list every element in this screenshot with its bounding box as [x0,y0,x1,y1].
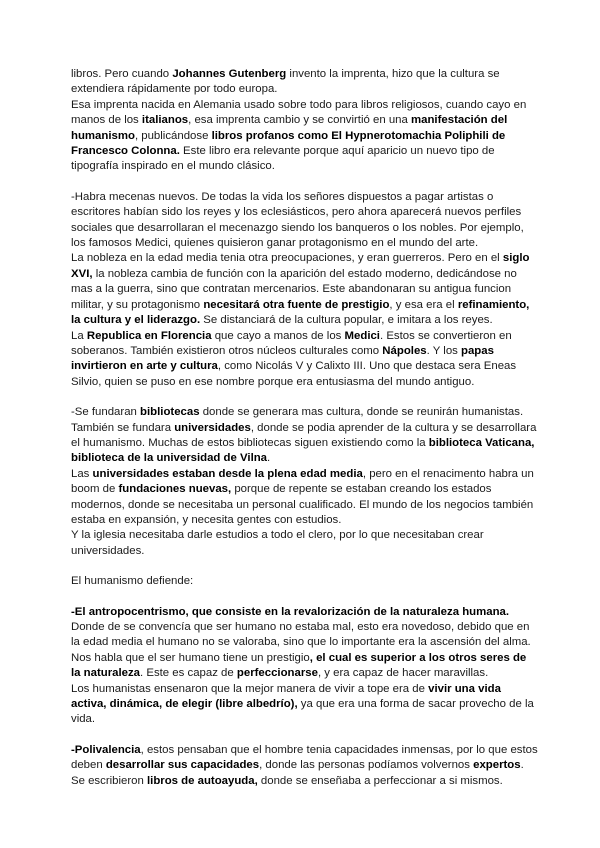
text-run: . [267,452,271,465]
text-run: militar, y su protagonismo [71,298,204,311]
text-run: , pero en el renacimento habra un [362,467,534,480]
text-run: También se fundara [71,421,175,434]
text-line [71,67,530,82]
bold-text: Medici [344,329,380,342]
text-run: invento la imprenta, hizo que la cultura se [286,68,500,80]
text-run: escritores habían sido los reyes y los eclesiásticos, pero ahora aparecerá nuevos perfiles [71,206,522,219]
text-run: . Y los [426,344,462,357]
text-run: donde se generara mas cultura, donde se reunirán humanistas. [199,406,524,419]
text-run: El humanismo defiende: [71,575,194,588]
bold-text: universidades [174,421,251,434]
text-run: boom de [71,483,119,496]
text-line [71,482,530,497]
text-line [71,451,530,466]
bold-text: vivir una vida [428,682,501,695]
bold-text: Francesco Colonna. [71,145,180,158]
text-line [71,329,530,344]
bold-text: humanismo [71,129,135,142]
text-run: , y esa era el [389,298,458,311]
text-run: extendiera rápidamente por todo europa. [71,83,278,96]
text-line [71,712,530,727]
text-run: deben [71,759,106,772]
text-line [71,144,530,159]
text-run: , publicándose [134,129,212,142]
text-line [71,651,530,666]
bold-text: Nápoles [382,344,427,357]
text-line [71,190,530,205]
text-line [71,236,530,251]
bold-text: Johannes Gutenberg [172,68,287,80]
text-line [71,436,535,451]
text-run: Este libro era relevante porque aquí aparicio un nuevo tipo de [179,145,495,158]
bold-text: libros profanos como El Hypnerotomachia Poliphili de [211,129,506,142]
text-run: . Estos se convertieron en [379,329,512,342]
bold-text: papas [461,344,494,357]
bold-text: activa, dinámica, de elegir (libre albedrío), [71,698,298,711]
text-run: Nos habla que el ser humano tiene un prestigio [71,651,310,664]
text-run: la edad media el humano no se valoraba, sino que lo importante era la ascensión del alma. [71,636,531,649]
text-run: Y la iglesia necesitaba darle estudios a todo el clero, por lo que necesitaban crear [71,529,484,542]
bold-text: perfeccionarse [236,667,318,680]
bold-text: universidades estaban desde la plena edad media [92,467,363,480]
text-run: universidades. [71,544,145,557]
text-line [71,159,530,174]
bold-text: XVI, [71,267,93,280]
text-line [71,421,537,436]
text-line [71,697,534,712]
text-run: -Habra mecenas nuevos. De todas la vida los señores dispuestos a pagar artistas o [71,190,494,203]
text-run: , donde se podia aprender de la cultura y se desarrollara [250,421,537,434]
bold-text: bibliotecas [140,406,200,419]
text-line [71,605,530,620]
text-line [71,267,530,282]
paragraph-gap [71,390,530,405]
text-run: Los humanistas ensenaron que la mejor manera de vivir a tope era de [71,682,429,695]
bold-text: refinamiento, [457,298,530,311]
text-run: soberanos. También existieron otros núcleos culturales como [71,344,383,357]
text-run: , esa imprenta cambio y se convirtió en una [188,114,412,127]
paragraph [71,574,530,589]
paragraph-gap [71,590,530,605]
bold-text: , el cual es superior a los otros seres de [309,651,527,664]
bold-text: fundaciones nuevas, [118,483,232,496]
text-line [71,282,530,297]
bold-text: expertos [473,759,521,772]
text-run: . Este es capaz de [140,667,237,680]
text-run: , donde las personas podíamos volvernos [259,759,474,772]
text-run: el humanismo. Muchas de estos bibliotecas siguen existiendo como la [71,436,429,449]
text-line [71,405,530,420]
text-line [71,774,530,789]
text-run: manos de los [71,114,142,127]
text-run: los famosos Medici, quienes quisieron ganar protagonismo en el mundo del arte. [71,237,479,250]
text-run: Donde de se convencía que ser humano no estaba mal, esto era novedoso, debido que en [71,621,530,633]
text-line [71,221,530,236]
text-run: La nobleza en la edad media tenia otra preocupaciones, y eran guerreros. Pero en el [71,252,503,265]
text-line [71,129,530,144]
text-line [71,205,530,220]
text-line [71,513,530,528]
paragraph [71,605,534,728]
bold-text: manifestación del [411,114,508,127]
text-line [71,251,530,266]
bold-text: -Polivalencia [71,743,141,756]
text-run: . [520,759,524,772]
text-run: -Se fundaran [71,406,141,419]
text-line [71,359,530,374]
text-run: Esa imprenta nacida en Alemania usado sobre todo para libros religiosos, cuando cayo en [71,98,527,111]
text-run: porque de repente se estaban creando los estados [231,483,492,496]
bold-text: -El antropocentrismo, que consiste en la revalorización de la naturaleza humana. [71,605,510,618]
bold-text: italianos [141,114,189,127]
text-line [71,375,530,390]
text-line [71,682,530,697]
text-line [71,620,530,635]
text-run: mas a la guerra, sino que contratan mercenarios. Este abandonaran su antigua funcion [71,283,512,296]
text-run: estaba en expansión, y necesita gentes con estudios. [71,513,342,526]
text-run: La [71,329,87,342]
bold-text: siglo [502,252,530,265]
text-run: , y era capaz de hacer maravillas. [317,667,489,680]
text-line [71,635,530,650]
text-line [71,574,530,589]
paragraph [71,190,530,390]
text-line [71,498,534,513]
bold-text: necesitará otra fuente de prestigio [203,298,390,311]
text-line [71,467,534,482]
text-run: , como Nicolás V y Calixto III. Uno que destaca sera Eneas [217,360,517,373]
text-run: sociales que desarrollaran el mecenazgo siendo los banqueros o los nobles. Por ejemplo, [71,221,524,234]
text-line [71,313,530,328]
text-run: libros. Pero cuando [71,68,173,80]
text-run: Se escribieron [71,774,147,787]
bold-text: la cultura y el liderazgo. [71,314,201,327]
text-run: la nobleza cambia de función con la aparición del estado moderno, dedicándose no [92,267,517,280]
paragraph [71,405,537,559]
bold-text: Republica en Florencia [86,329,212,342]
bold-text: biblioteca de la universidad de Vilna [71,452,268,465]
text-line [71,528,530,543]
text-line [71,98,530,113]
text-run: vida. [71,713,96,726]
text-run: ya que era una forma de sacar provecho de la [297,698,534,711]
bold-text: desarrollar sus capacidades [105,759,260,772]
bold-text: la naturaleza [71,667,141,680]
bold-text: invirtieron en arte y cultura [71,360,218,373]
text-run: modernos, donde se necesitaba un personal cualificado. El mundo de los negocios también [71,498,534,511]
text-run: que cayo a manos de los [211,329,345,342]
paragraph-gap [71,175,530,190]
text-run: Las [71,467,93,480]
text-line [71,113,530,128]
text-line [71,758,530,773]
text-line [71,544,530,559]
paragraph [71,67,530,175]
text-line [71,666,530,681]
text-run: Silvio, quien se puso en ese nombre porque era entusiasma del mundo antiguo. [71,375,475,388]
text-run: Se distanciará de la cultura popular, e imitara a los reyes. [200,314,493,327]
text-run: , estos pensaban que el hombre tenia capacidades inmensas, por lo que estos [140,743,538,756]
text-line [71,298,530,313]
text-line [71,743,538,758]
bold-text: biblioteca Vaticana, [428,436,535,449]
paragraph-gap [71,728,530,743]
text-run: donde se enseñaba a perfeccionar a si mismos. [257,774,503,787]
text-line [71,344,530,359]
text-run: tipografía inspirado en el mundo clásico. [71,160,275,173]
bold-text: libros de autoayuda, [146,774,258,787]
paragraph [71,743,538,789]
text-line [71,82,530,97]
paragraph-gap [71,559,530,574]
